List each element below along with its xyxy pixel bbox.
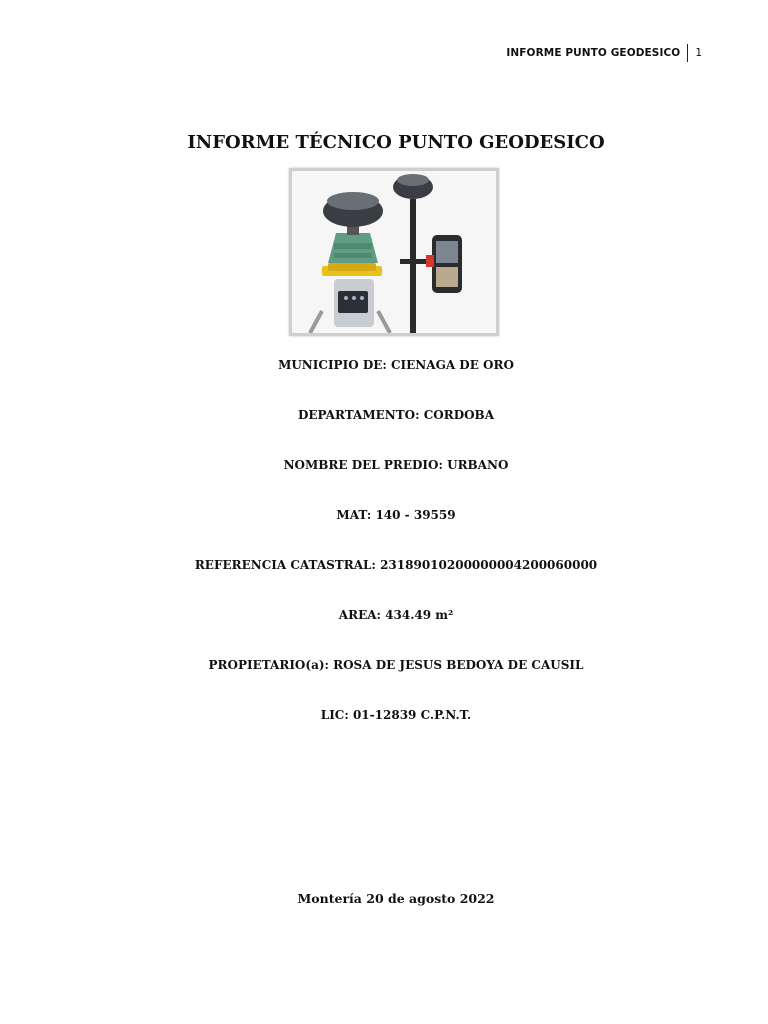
department-field: DEPARTAMENTO: CORDOBA [297,408,495,422]
owner-field: PROPIETARIO(a): ROSA DE JESUS BEDOYA DE CAUSIL [208,658,584,672]
header-separator [687,44,688,62]
registration-field: MAT: 140 - 39559 [336,508,456,522]
license-field: LIC: 01-12839 C.P.N.T. [320,708,472,722]
header-title: INFORME PUNTO GEODESICO [506,47,681,59]
property-name-field: NOMBRE DEL PREDIO: URBANO [283,458,509,472]
cadastral-reference-field: REFERENCIA CATASTRAL: 23189010200000004200060000 [194,558,598,572]
running-header [506,44,702,62]
gnss-equipment-photo [289,168,499,336]
document-date: Montería 20 de agosto 2022 [297,891,495,906]
area-field: AREA: 434.49 m² [338,608,454,622]
document-title: INFORME TÉCNICO PUNTO GEODESICO [187,132,605,153]
page-number: 1 [695,47,702,59]
municipality-field: MUNICIPIO DE: CIENAGA DE ORO [278,358,514,372]
